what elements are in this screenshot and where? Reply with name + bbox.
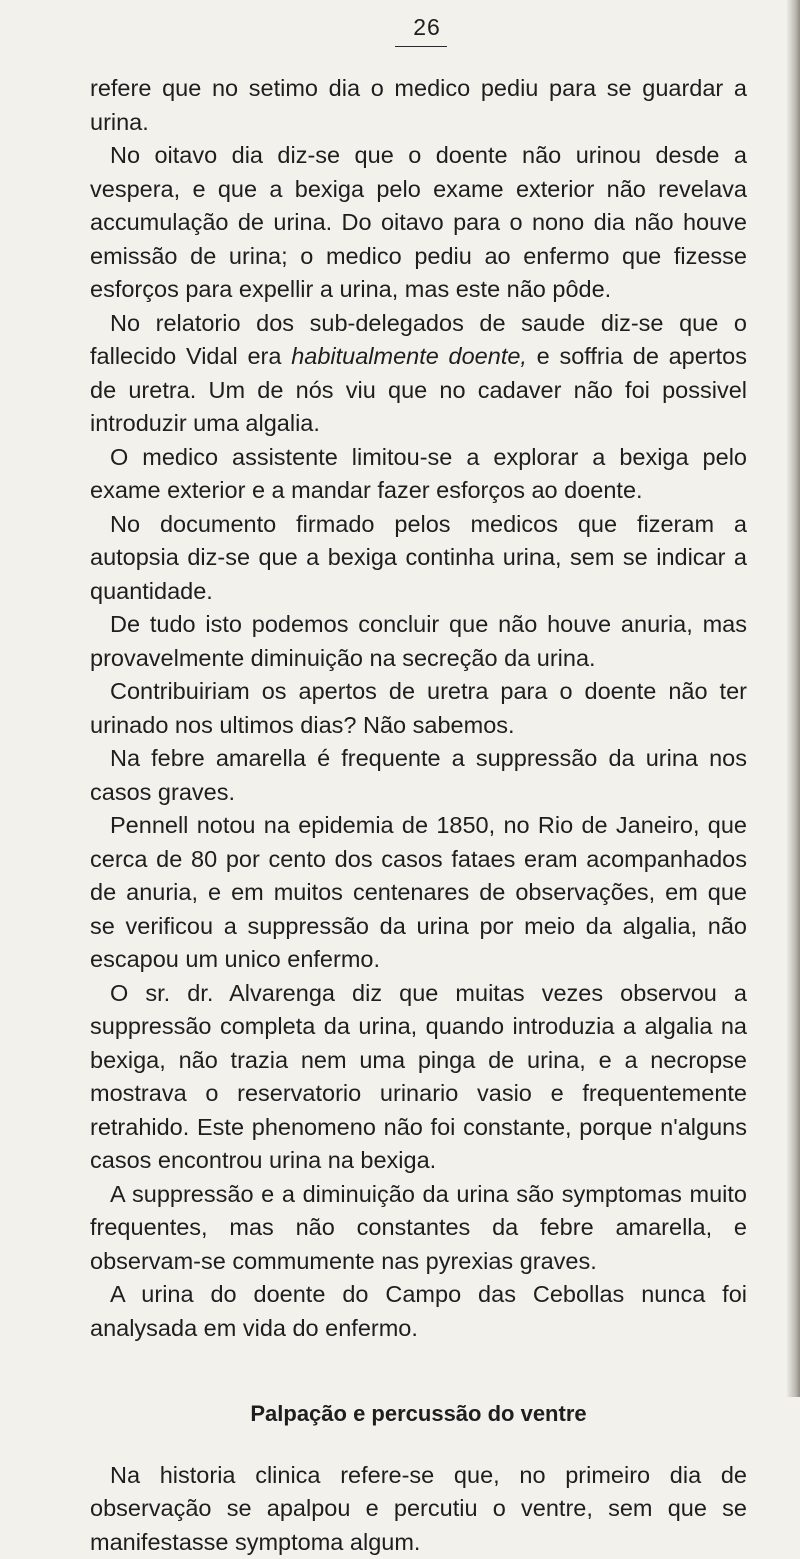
italic-phrase: habitualmente doente, [291, 343, 527, 369]
paragraph: De tudo isto podemos concluir que não houve anuria, mas provavelmente diminuição na secreção da urina. [90, 608, 747, 675]
paragraph: O sr. dr. Alvarenga diz que muitas vezes observou a suppressão completa da urina, quando introduzia a algalia na bexiga, não trazia nem uma pinga de urina, e a necropse mostrava o reservatorio urinario vasio e frequentemente retrahido. Este phenomeno não foi constante, porque n'alguns casos encontrou urina na bexiga. [90, 977, 747, 1178]
paragraph-text: No relatorio dos sub-delegados de saude diz-se que o fallecido Vidal era [90, 310, 747, 370]
body-text [90, 72, 747, 1559]
paragraph: Na historia clinica refere-se que, no primeiro dia de observação se apalpou e percutiu o ventre, sem que se manifestasse symptoma algum. [90, 1459, 747, 1559]
paragraph-text: e soffria de apertos de uretra. Um de nós viu que no cadaver não foi possivel introduzir uma algalia. [90, 343, 747, 436]
paragraph: O medico assistente limitou-se a explorar a bexiga pelo exame exterior e a mandar fazer esforços ao doente. [90, 441, 747, 508]
page-number-rule [395, 46, 447, 47]
paragraph: Na febre amarella é frequente a suppressão da urina nos casos graves. [90, 742, 747, 809]
paragraph [90, 307, 747, 441]
section-heading: Palpação e percussão do ventre [90, 1397, 747, 1431]
paragraph: A urina do doente do Campo das Cebollas nunca foi analysada em vida do enfermo. [90, 1278, 747, 1345]
page-edge-shadow [786, 0, 800, 1397]
paragraph: refere que no setimo dia o medico pediu para se guardar a urina. [90, 72, 747, 139]
paragraph: A suppressão e a diminuição da urina são symptomas muito frequentes, mas não constantes da febre amarella, e observam-se commumente nas pyrexias graves. [90, 1178, 747, 1279]
paragraph: Contribuiriam os apertos de uretra para o doente não ter urinado nos ultimos dias? Não sabemos. [90, 675, 747, 742]
paragraph: Pennell notou na epidemia de 1850, no Rio de Janeiro, que cerca de 80 por cento dos casos fataes eram acompanhados de anuria, e em muitos centenares de observações, em que se verificou a suppressão da urina por meio da algalia, não escapou um unico enfermo. [90, 809, 747, 977]
paragraph: No documento firmado pelos medicos que fizeram a autopsia diz-se que a bexiga continha urina, sem se indicar a quantidade. [90, 508, 747, 609]
page-number: 26 [406, 14, 448, 41]
paragraph: No oitavo dia diz-se que o doente não urinou desde a vespera, e que a bexiga pelo exame exterior não revelava accumulação de urina. Do oitavo para o nono dia não houve emissão de urina; o medico pediu ao enfermo que fizesse esforços para expellir a urina, mas este não pôde. [90, 139, 747, 307]
